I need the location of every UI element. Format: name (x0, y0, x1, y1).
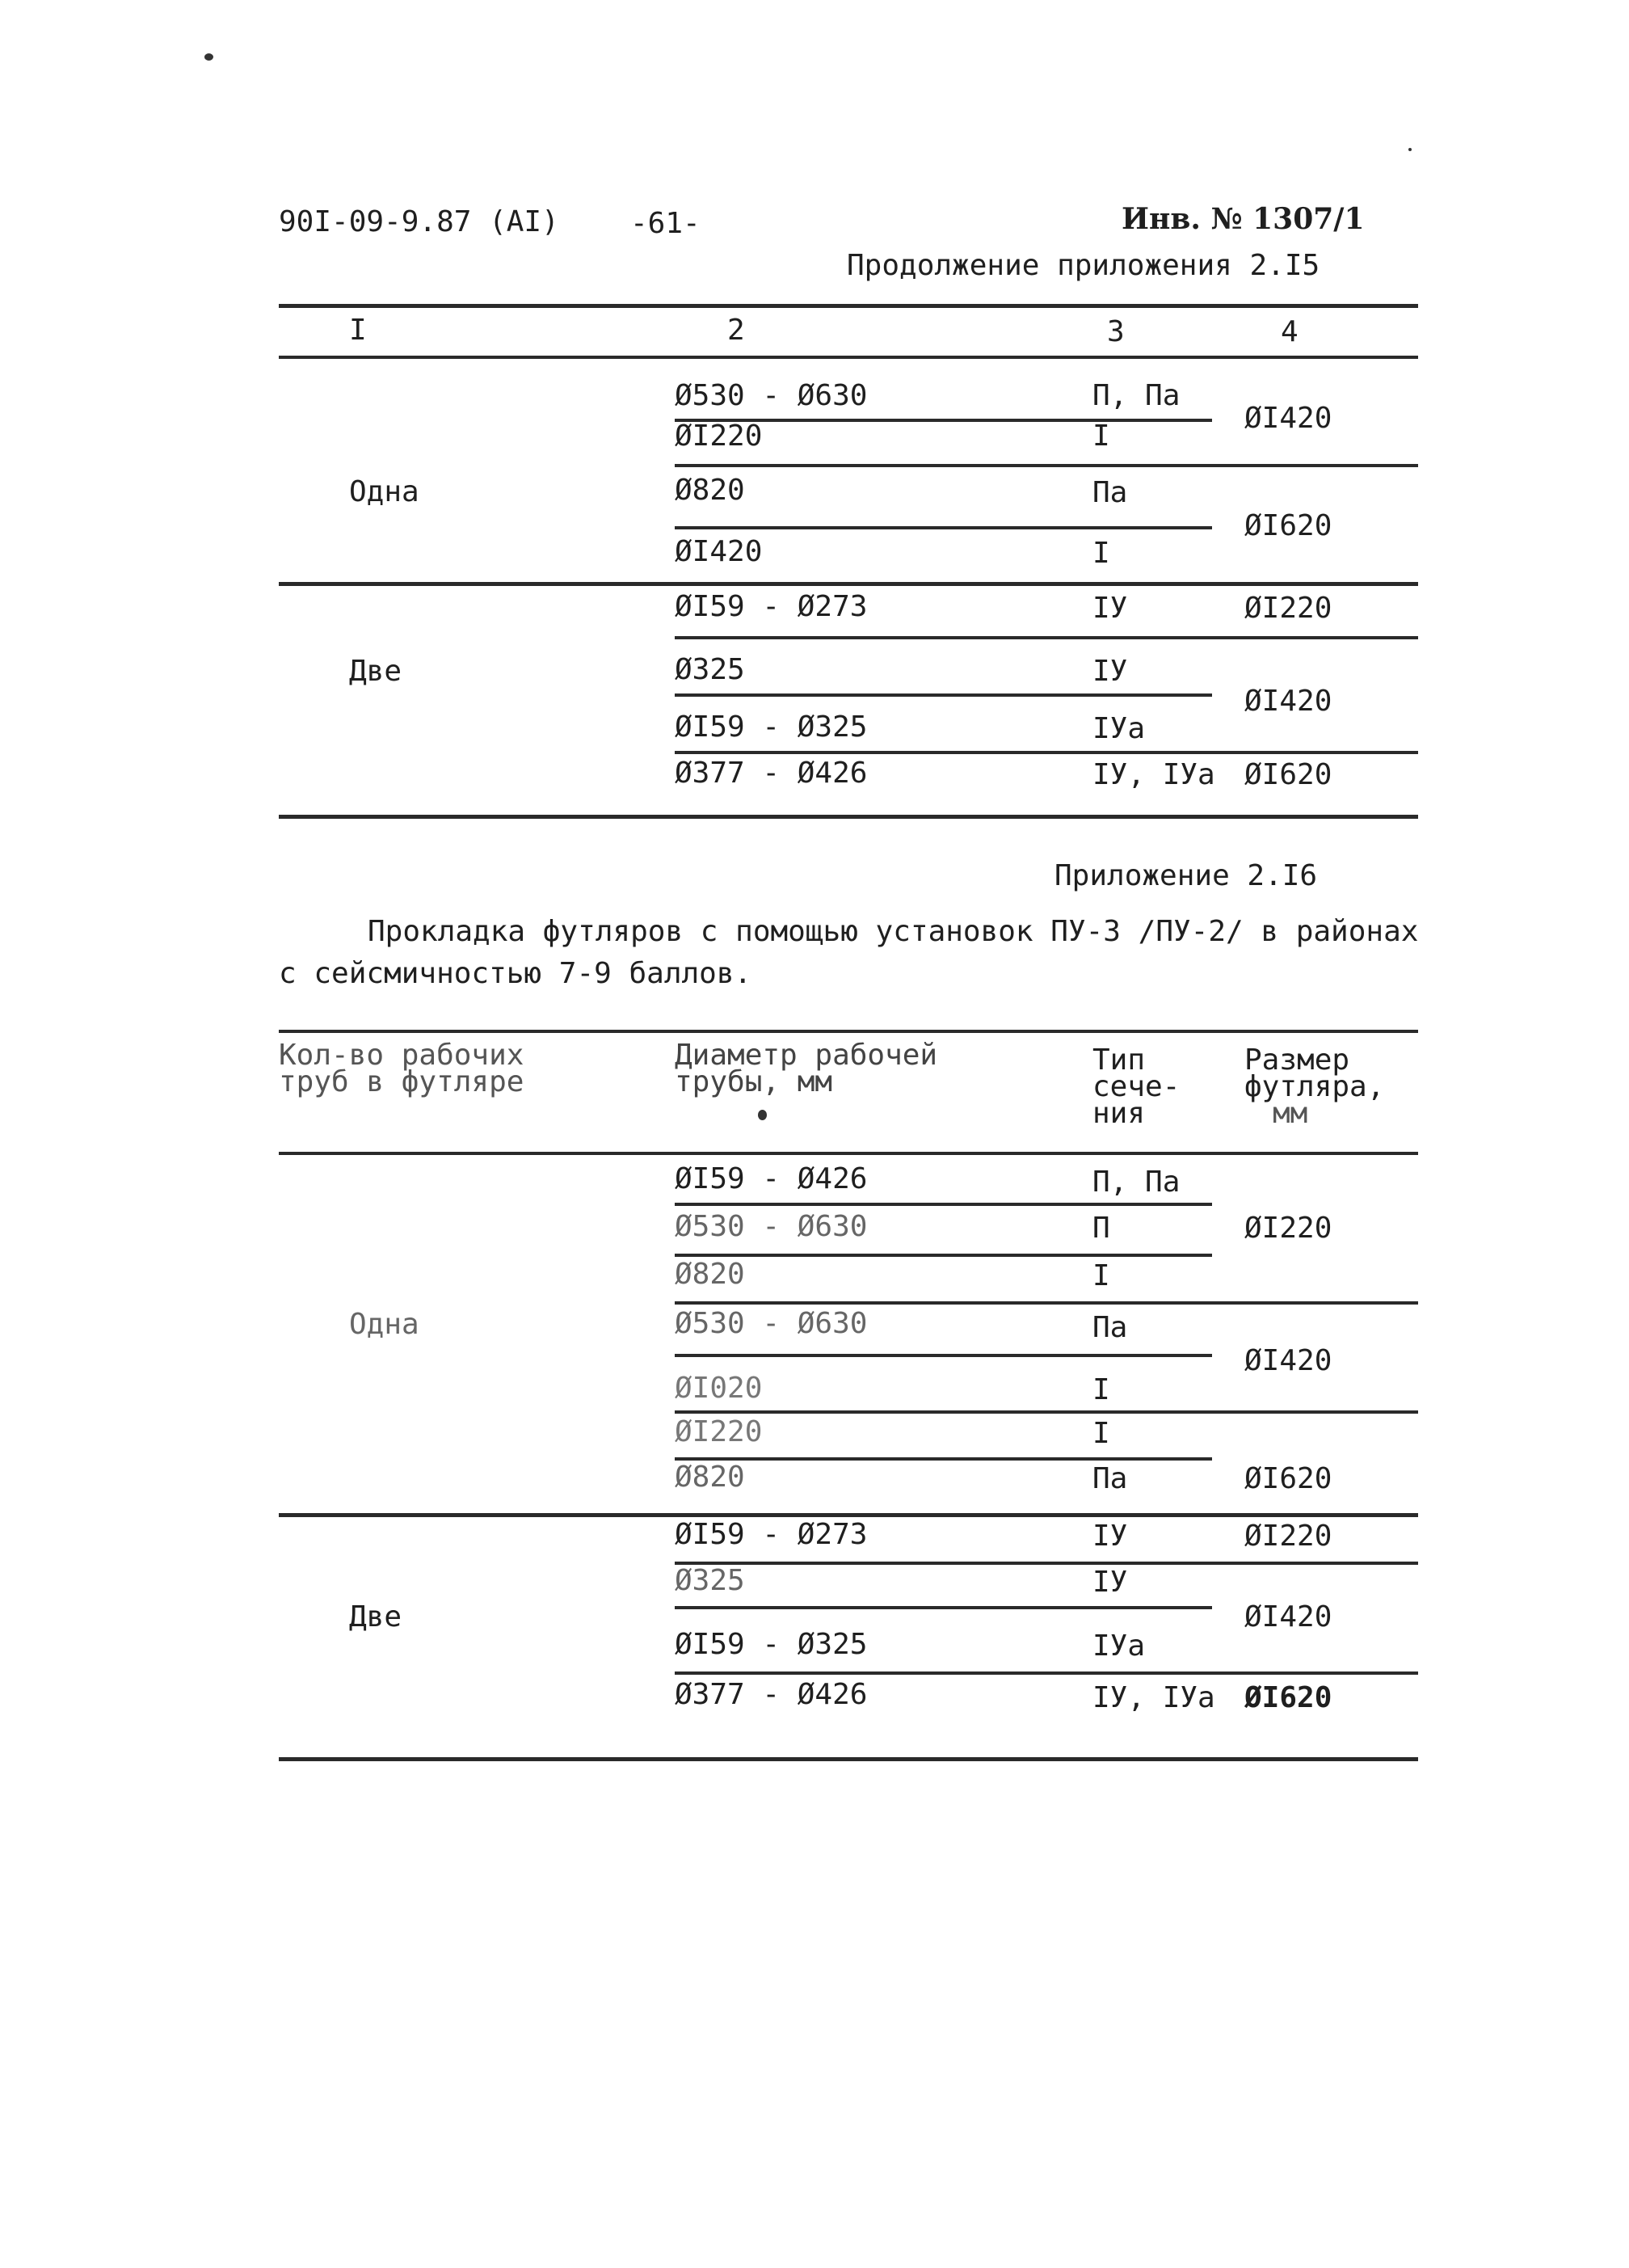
table2-section: I (1092, 1259, 1110, 1292)
table2-header: сече- (1092, 1070, 1181, 1103)
table2-case-size: ØI220 (1244, 1520, 1332, 1553)
appendix-title: Приложение 2.I6 (1054, 859, 1318, 892)
table2-header: Кол-во рабочих (279, 1039, 524, 1072)
table1-col-number: 4 (1281, 315, 1299, 348)
table1-section: IУ (1092, 592, 1128, 625)
table1-diameter: Ø377 - Ø426 (675, 757, 868, 790)
table2-section: Па (1092, 1462, 1128, 1495)
table1-diameter: Ø820 (675, 474, 745, 507)
table2-diameter: ØI59 - Ø273 (675, 1518, 868, 1551)
table2-header: трубы, мм (675, 1065, 833, 1098)
table1-header-rule (279, 356, 1418, 359)
stray-dot (758, 1110, 767, 1120)
table2-section: IУa (1092, 1629, 1146, 1663)
table2-section: Па (1092, 1311, 1128, 1344)
table2-diameter: Ø820 (675, 1258, 745, 1291)
table2-case-size: ØI620 (1244, 1462, 1332, 1495)
table2-row-rule (675, 1457, 1212, 1461)
table1-diameter: ØI220 (675, 419, 763, 453)
table1-row-rule (675, 464, 1418, 467)
table2-diameter: ØI220 (675, 1415, 763, 1448)
table2-row-rule (675, 1671, 1418, 1675)
table1-case-size: ØI620 (1244, 509, 1332, 542)
table1-diameter: ØI59 - Ø325 (675, 710, 868, 744)
table2-header: Размер (1244, 1043, 1350, 1077)
document-code: 90I-09-9.87 (AI) (279, 205, 559, 238)
table2-diameter: Ø530 - Ø630 (675, 1210, 868, 1243)
table1-group-label: Две (349, 655, 402, 688)
table2-header: Тип (1092, 1043, 1146, 1077)
table2-row-rule (675, 1410, 1418, 1414)
table1-section: IУ, IУa (1092, 758, 1215, 791)
table2-case-size: ØI220 (1244, 1212, 1332, 1245)
inventory-number: Инв. № 1307/1 (1122, 202, 1365, 236)
table1-top-rule (279, 304, 1418, 308)
table1-case-size: ØI620 (1244, 758, 1332, 791)
table2-diameter: ØI59 - Ø426 (675, 1162, 868, 1195)
table2-group-label: Две (349, 1600, 402, 1634)
table1-case-size: ØI420 (1244, 402, 1332, 435)
table1-section: I (1092, 419, 1110, 453)
table2-row-rule (675, 1203, 1212, 1206)
table1-section: I (1092, 537, 1110, 570)
table1-section: Па (1092, 476, 1128, 509)
page-number: -61- (630, 207, 701, 240)
table2-diameter: Ø377 - Ø426 (675, 1678, 868, 1711)
table1-section: IУ (1092, 655, 1128, 688)
table2-section: IУ (1092, 1520, 1128, 1553)
table1-row-rule (675, 693, 1212, 697)
table2-section: IУ, IУa (1092, 1681, 1215, 1714)
table2-row-rule (675, 1606, 1212, 1609)
table2-bottom-rule (279, 1757, 1418, 1761)
table2-case-size: ØI420 (1244, 1344, 1332, 1377)
table2-row-rule (675, 1254, 1212, 1257)
table2-header: ния (1092, 1097, 1146, 1130)
table2-diameter: ØI020 (675, 1372, 763, 1405)
table2-header: футляра, (1244, 1070, 1385, 1103)
table2-header: труб в футляре (279, 1065, 524, 1098)
table2-group-label: Одна (349, 1308, 419, 1341)
table2-diameter: Ø820 (675, 1461, 745, 1494)
table2-group-rule (279, 1513, 1418, 1517)
table2-header: Диаметр рабочей (675, 1039, 938, 1072)
table2-header: мм (1273, 1097, 1308, 1130)
table2-row-rule (675, 1301, 1418, 1305)
stray-dot (1408, 148, 1412, 151)
stray-dot (204, 53, 213, 61)
table1-diameter: ØI420 (675, 535, 763, 568)
table1-row-rule (675, 751, 1418, 754)
table2-diameter: Ø530 - Ø630 (675, 1307, 868, 1340)
table1-group-label: Одна (349, 475, 419, 508)
table2-row-rule (675, 1354, 1212, 1357)
table1-section: IУa (1092, 712, 1146, 745)
table2-diameter: ØI59 - Ø325 (675, 1628, 868, 1661)
table1-bottom-rule (279, 815, 1418, 819)
table2-section: П, Па (1092, 1166, 1181, 1199)
table1-case-size: ØI220 (1244, 592, 1332, 625)
table2-section: IУ (1092, 1566, 1128, 1599)
appendix-caption: Прокладка футляров с помощью установок ПУ-3 /ПУ-2/ в районах (368, 915, 1419, 948)
continuation-title: Продолжение приложения 2.I5 (847, 249, 1320, 282)
table2-section: I (1092, 1373, 1110, 1406)
table2-case-size: ØI420 (1244, 1600, 1332, 1634)
table1-col-number: 2 (727, 314, 745, 347)
table2-top-rule (279, 1030, 1418, 1033)
table2-row-rule (675, 1562, 1418, 1565)
table2-section: П (1092, 1212, 1110, 1245)
table1-group-rule (279, 582, 1418, 586)
table1-col-number: 3 (1107, 315, 1125, 348)
table2-section: I (1092, 1417, 1110, 1450)
table1-diameter: Ø325 (675, 653, 745, 686)
table2-diameter: Ø325 (675, 1564, 745, 1597)
table1-diameter: ØI59 - Ø273 (675, 590, 868, 623)
table1-col-number: I (349, 314, 367, 347)
table1-section: П, Па (1092, 379, 1181, 412)
table1-diameter: Ø530 - Ø630 (675, 379, 868, 412)
table1-case-size: ØI420 (1244, 685, 1332, 718)
table2-case-size: ØI620 (1244, 1681, 1332, 1714)
table1-row-rule (675, 526, 1212, 529)
table2-header-rule (279, 1152, 1418, 1155)
table1-row-rule (675, 636, 1418, 639)
appendix-caption: с сейсмичностью 7-9 баллов. (279, 957, 752, 990)
